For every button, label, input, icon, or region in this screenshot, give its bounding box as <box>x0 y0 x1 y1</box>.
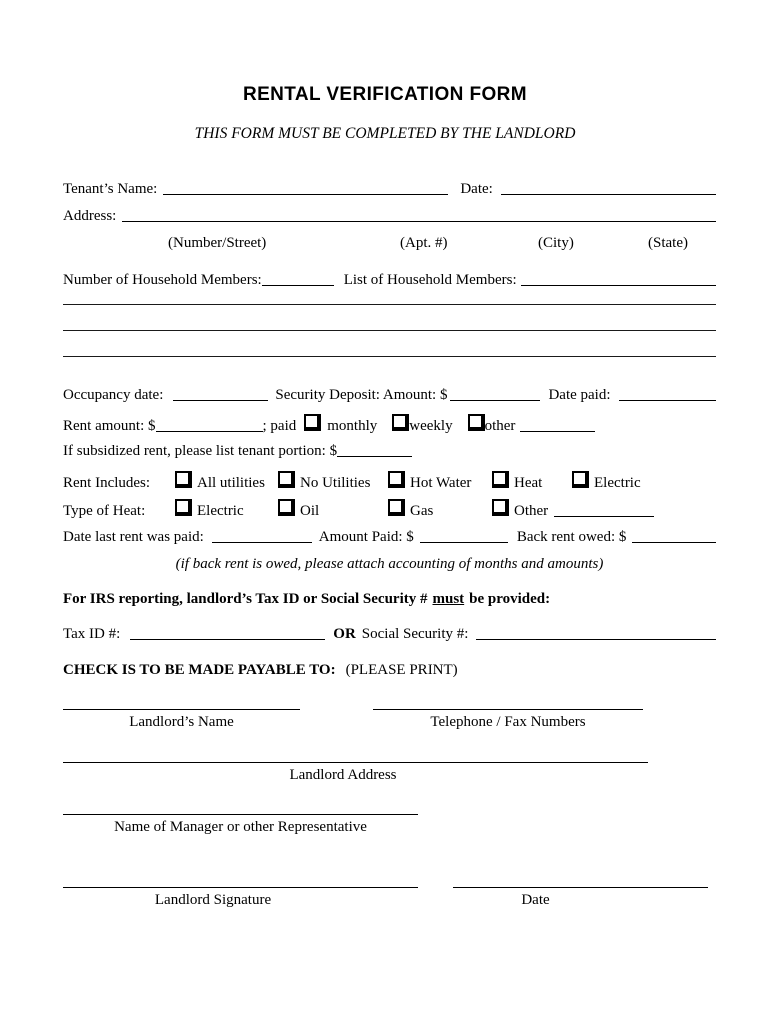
heat-electric-label: Electric <box>197 503 244 519</box>
household-count-label: Number of Household Members: <box>63 272 262 288</box>
sublabel-city: (City) <box>538 235 574 251</box>
paid-label: ; paid <box>262 418 297 434</box>
ssn-line[interactable] <box>476 639 716 640</box>
subsidized-row <box>63 443 716 460</box>
subsidized-label: If subsidized rent, please list tenant portion: $ <box>63 443 338 459</box>
group-heat-electric <box>175 498 278 520</box>
signature-date-label: Date <box>521 892 550 908</box>
or-label: OR <box>333 626 356 642</box>
check-payable-row <box>63 662 716 679</box>
group-no-utilities <box>278 470 388 492</box>
heat-other-line[interactable] <box>554 516 654 517</box>
hot-water-label: Hot Water <box>410 475 472 491</box>
last-paid-date-line[interactable] <box>212 542 312 543</box>
landlord-name-block[interactable] <box>63 709 300 731</box>
group-hot-water <box>388 470 492 492</box>
sublabel-number-street: (Number/Street) <box>168 235 267 251</box>
landlord-name-phone-row <box>63 709 716 731</box>
checkbox-heat-other[interactable] <box>492 499 509 516</box>
address-label: Address: <box>63 208 117 224</box>
option-monthly-label: monthly <box>327 418 378 434</box>
check-payable-label: CHECK IS TO BE MADE PAYABLE TO: <box>63 662 336 678</box>
landlord-address-block[interactable] <box>63 762 648 784</box>
rent-amount-row <box>63 413 716 435</box>
household-list-line[interactable] <box>521 285 716 286</box>
group-heat-other <box>492 498 654 520</box>
checkbox-monthly[interactable] <box>304 414 321 431</box>
household-list-label: List of Household Members: <box>343 272 517 288</box>
manager-name-block[interactable] <box>63 814 418 836</box>
back-rent-note: (if back rent is owed, please attach accounting of months and amounts) <box>175 556 604 572</box>
household-list-line-4[interactable] <box>63 356 716 357</box>
security-deposit-label: Security Deposit: Amount: $ <box>275 387 448 403</box>
checkbox-other-frequency[interactable] <box>468 414 485 431</box>
occupancy-date-line[interactable] <box>173 400 268 401</box>
checkbox-heat[interactable] <box>492 471 509 488</box>
irs-must-text: must <box>432 591 465 607</box>
irs-post-text: be provided: <box>469 591 551 607</box>
back-rent-note-row <box>63 556 716 573</box>
page-subtitle: THIS FORM MUST BE COMPLETED BY THE LANDLORD <box>194 125 576 142</box>
other-frequency-line[interactable] <box>520 431 595 432</box>
tenant-name-line[interactable] <box>163 194 448 195</box>
page-title: RENTAL VERIFICATION FORM <box>242 84 528 105</box>
checkbox-all-utilities[interactable] <box>175 471 192 488</box>
amount-paid-line[interactable] <box>420 542 508 543</box>
date-paid-label: Date paid: <box>548 387 611 403</box>
landlord-address-row <box>63 762 716 784</box>
back-rent-label: Back rent owed: $ <box>516 529 627 545</box>
electric-included-label: Electric <box>594 475 641 491</box>
no-utilities-label: No Utilities <box>300 475 371 491</box>
group-heat-oil <box>278 498 388 520</box>
last-paid-label: Date last rent was paid: <box>63 529 204 545</box>
rent-amount-label: Rent amount: $ <box>63 418 156 434</box>
manager-row <box>63 814 716 836</box>
heat-oil-label: Oil <box>300 503 320 519</box>
irs-pre-text: For IRS reporting, landlord’s Tax ID or Social Security # <box>63 591 428 607</box>
checkbox-heat-electric[interactable] <box>175 499 192 516</box>
last-rent-row <box>63 529 716 546</box>
heat-other-label: Other <box>514 503 549 519</box>
date-line[interactable] <box>501 194 716 195</box>
signature-row <box>63 887 716 909</box>
tax-id-line[interactable] <box>130 639 325 640</box>
sublabel-state: (State) <box>648 235 688 251</box>
occupancy-date-label: Occupancy date: <box>63 387 164 403</box>
rent-includes-label: Rent Includes: <box>63 475 151 491</box>
landlord-signature-block[interactable] <box>63 887 418 909</box>
household-row <box>63 272 716 289</box>
landlord-name-label: Landlord’s Name <box>129 714 234 730</box>
sublabel-apt: (Apt. #) <box>400 235 448 251</box>
heat-type-label: Type of Heat: <box>63 503 146 519</box>
group-electric-included <box>572 470 641 492</box>
checkbox-heat-oil[interactable] <box>278 499 295 516</box>
household-count-line[interactable] <box>262 285 334 286</box>
date-paid-line[interactable] <box>619 400 716 401</box>
checkbox-weekly[interactable] <box>392 414 409 431</box>
household-list-line-3[interactable] <box>63 330 716 331</box>
landlord-address-label: Landlord Address <box>289 767 397 783</box>
option-weekly-label: weekly <box>409 418 453 434</box>
telephone-label: Telephone / Fax Numbers <box>430 714 586 730</box>
tenant-name-label: Tenant’s Name: <box>63 181 158 197</box>
checkbox-no-utilities[interactable] <box>278 471 295 488</box>
deposit-amount-line[interactable] <box>450 400 540 401</box>
tax-id-label: Tax ID #: <box>63 626 121 642</box>
address-line[interactable] <box>122 221 716 222</box>
tenant-row <box>63 181 716 198</box>
amount-paid-label: Amount Paid: $ <box>318 529 414 545</box>
option-other-label: other <box>484 418 516 434</box>
address-row <box>63 208 716 225</box>
please-print-label: (PLEASE PRINT) <box>345 662 458 678</box>
rent-includes-row <box>63 470 716 492</box>
occupancy-row <box>63 387 716 404</box>
heat-type-row <box>63 498 716 520</box>
rent-amount-line[interactable] <box>156 431 263 432</box>
irs-row <box>63 591 716 608</box>
tax-row <box>63 626 716 643</box>
manager-label: Name of Manager or other Representative <box>114 819 367 835</box>
heat-gas-label: Gas <box>410 503 434 519</box>
heat-label: Heat <box>514 475 543 491</box>
all-utilities-label: All utilities <box>197 475 265 491</box>
tenant-portion-line[interactable] <box>337 456 412 457</box>
back-rent-line[interactable] <box>632 542 716 543</box>
ssn-label: Social Security #: <box>361 626 469 642</box>
household-list-line-2[interactable] <box>63 304 716 305</box>
checkbox-electric-included[interactable] <box>572 471 589 488</box>
telephone-block[interactable] <box>373 709 643 731</box>
group-all-utilities <box>175 470 278 492</box>
landlord-signature-label: Landlord Signature <box>154 892 272 908</box>
group-heat <box>492 470 572 492</box>
checkbox-heat-gas[interactable] <box>388 499 405 516</box>
signature-date-block[interactable] <box>453 887 708 909</box>
date-label: Date: <box>460 181 493 197</box>
group-heat-gas <box>388 498 492 520</box>
checkbox-hot-water[interactable] <box>388 471 405 488</box>
